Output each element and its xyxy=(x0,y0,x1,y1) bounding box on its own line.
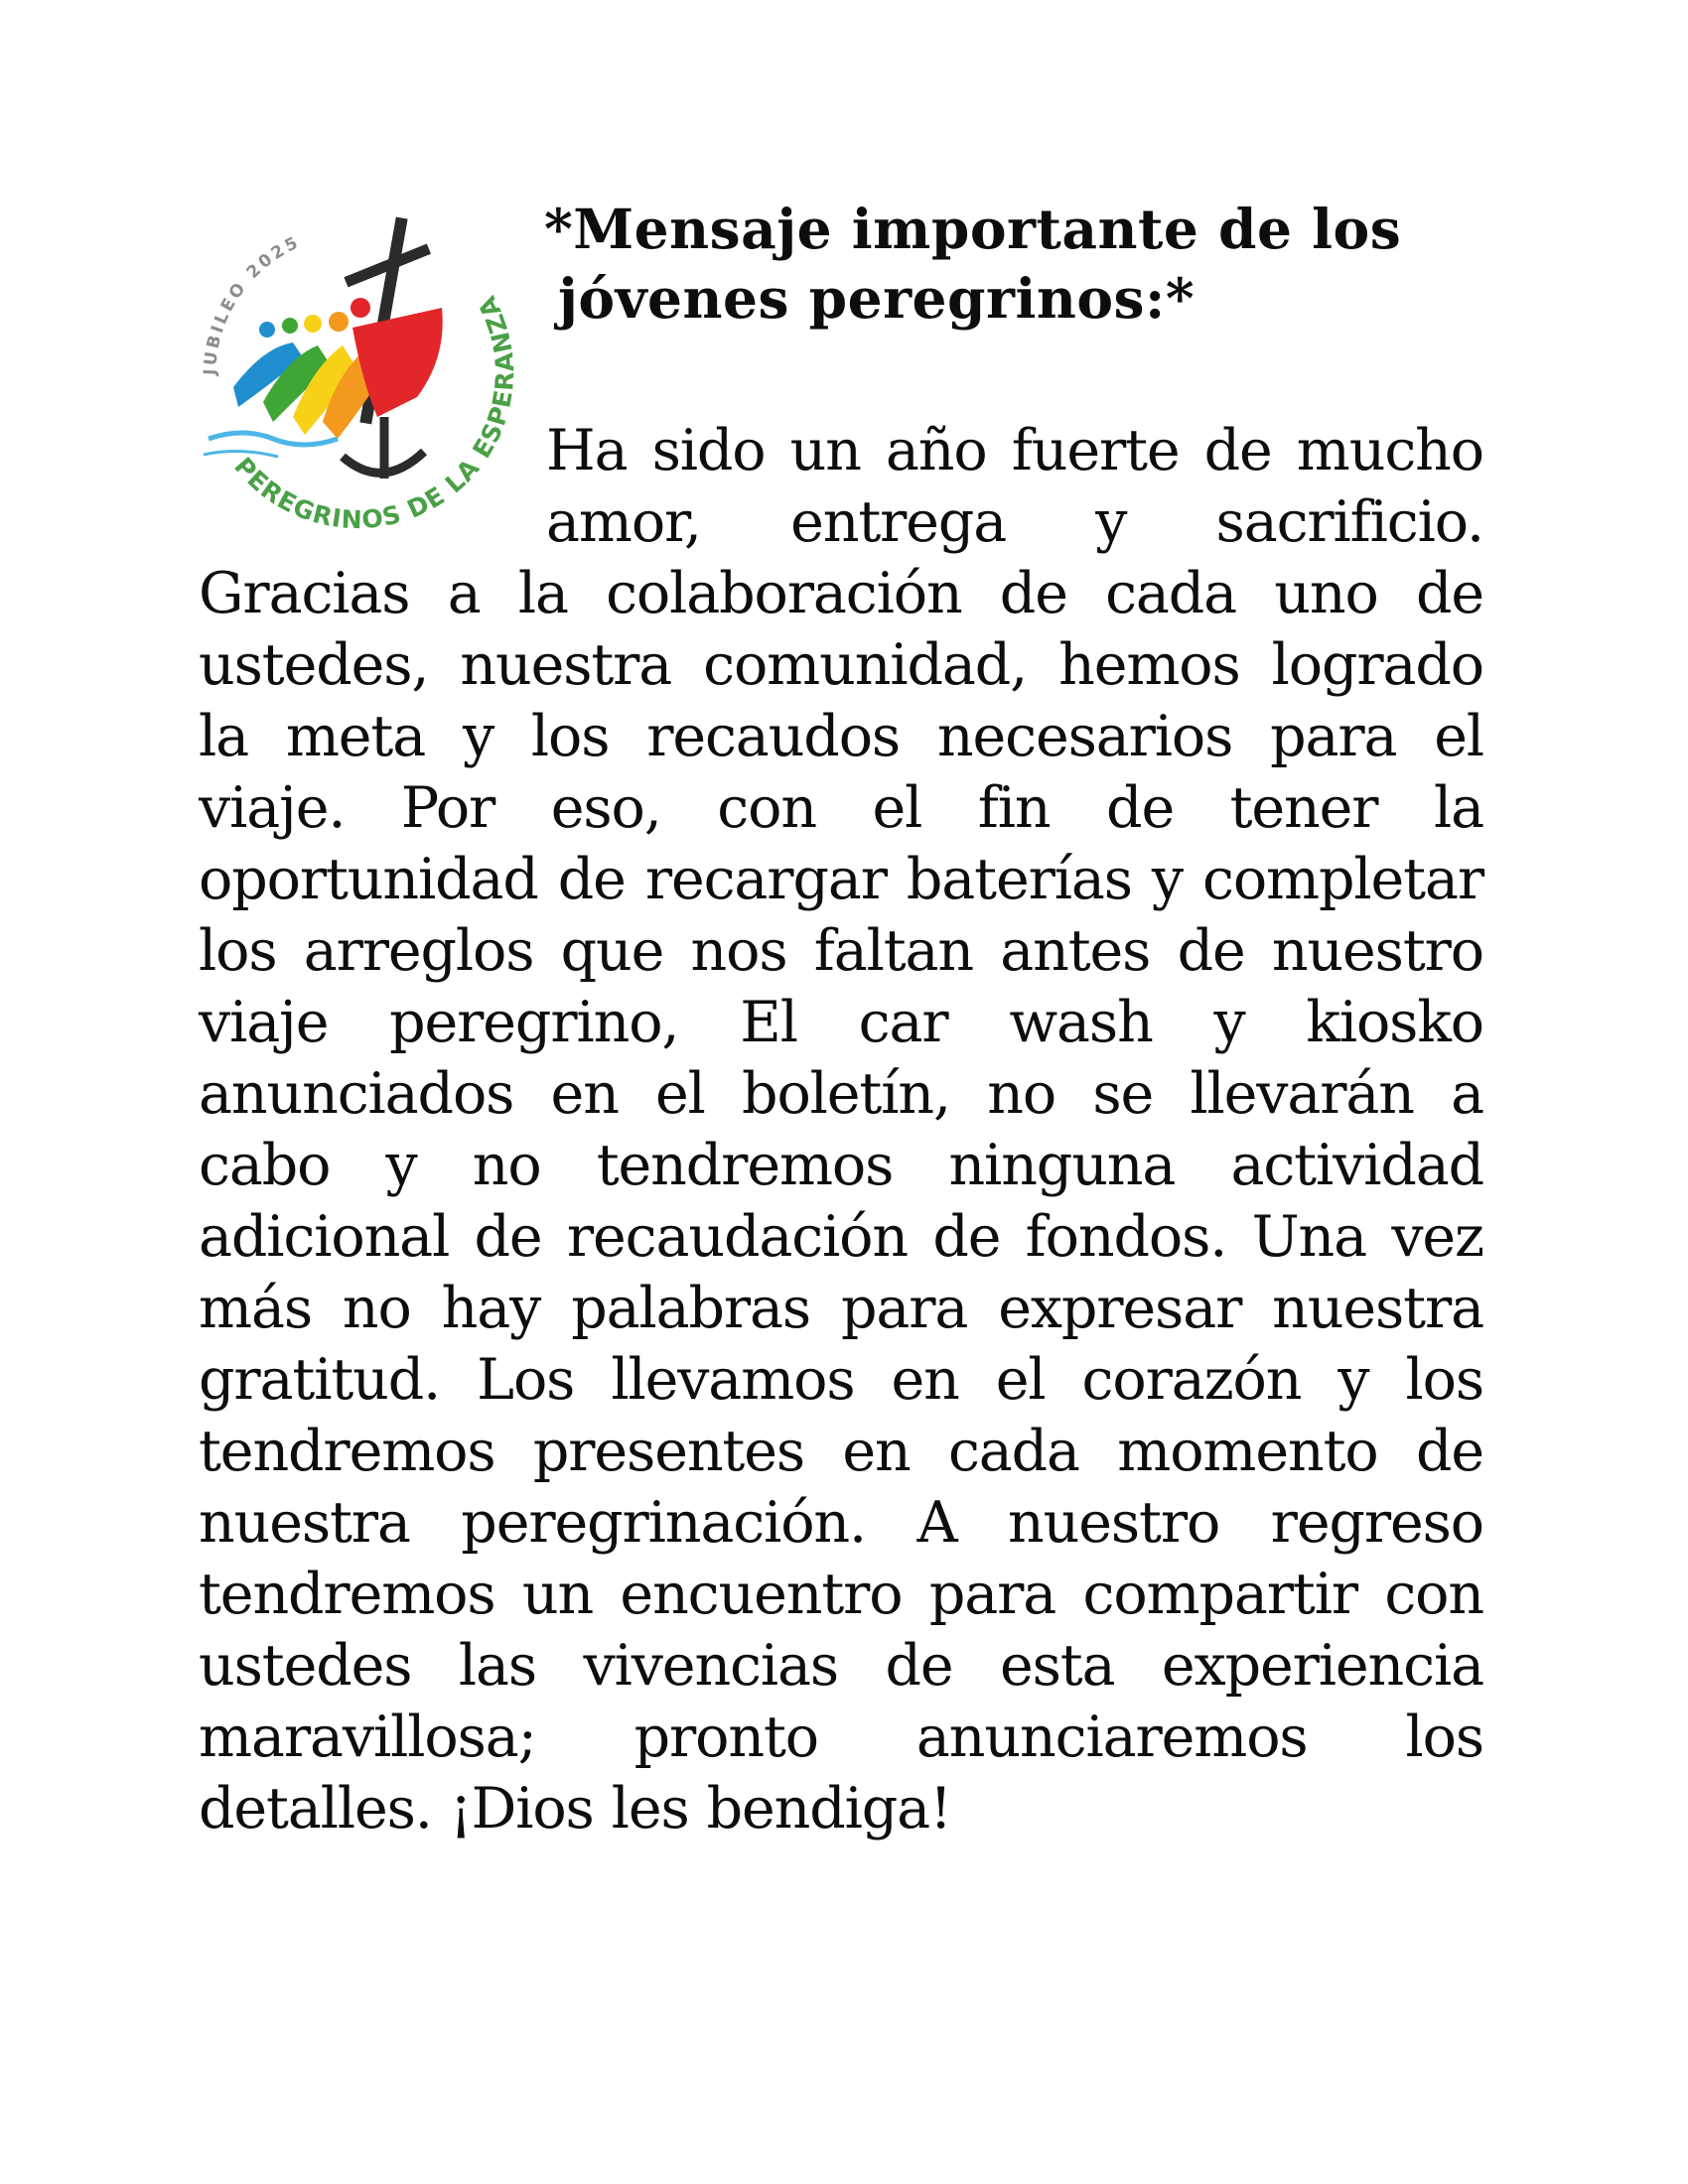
page-title xyxy=(544,195,1477,334)
svg-text:JUBILEO 2025: JUBILEO 2025 xyxy=(200,231,304,376)
page-title-line-2: jóvenes peregrinos:* xyxy=(558,266,1196,331)
svg-text:PEREGRINOS DE LA ESPERANZA: PEREGRINOS DE LA ESPERANZA xyxy=(228,291,520,535)
page-title-line-1: *Mensaje importante de los xyxy=(544,197,1402,261)
message-paragraph xyxy=(199,415,1483,1844)
logo-wrap-space xyxy=(199,415,546,558)
message-text: Ha sido un año fuerte de mucho amor, entrega y sacrificio. Gracias a la colaboración de cada uno de ustedes, nuestra comunidad, hemos logrado la meta y los recaudos necesarios para el viaje. Por eso, con el fin de tener la oportunidad de recargar baterías y completar los arreglos que nos faltan antes de nuestro viaje peregrino, El car wash y kiosko anunciados en el boletín, no se llevarán a cabo y no tendremos ninguna actividad adicional de recaudación de fondos. Una vez más no hay palabras para expresar nuestra gratitud. Los llevamos en el corazón y los tendremos presentes en cada momento de nuestra peregrinación. A nuestro regreso tendremos un encuentro para compartir con ustedes las vivencias de esta experiencia maravillosa; pronto anunciaremos los detalles. ¡Dios les bendiga! xyxy=(199,418,1483,1842)
